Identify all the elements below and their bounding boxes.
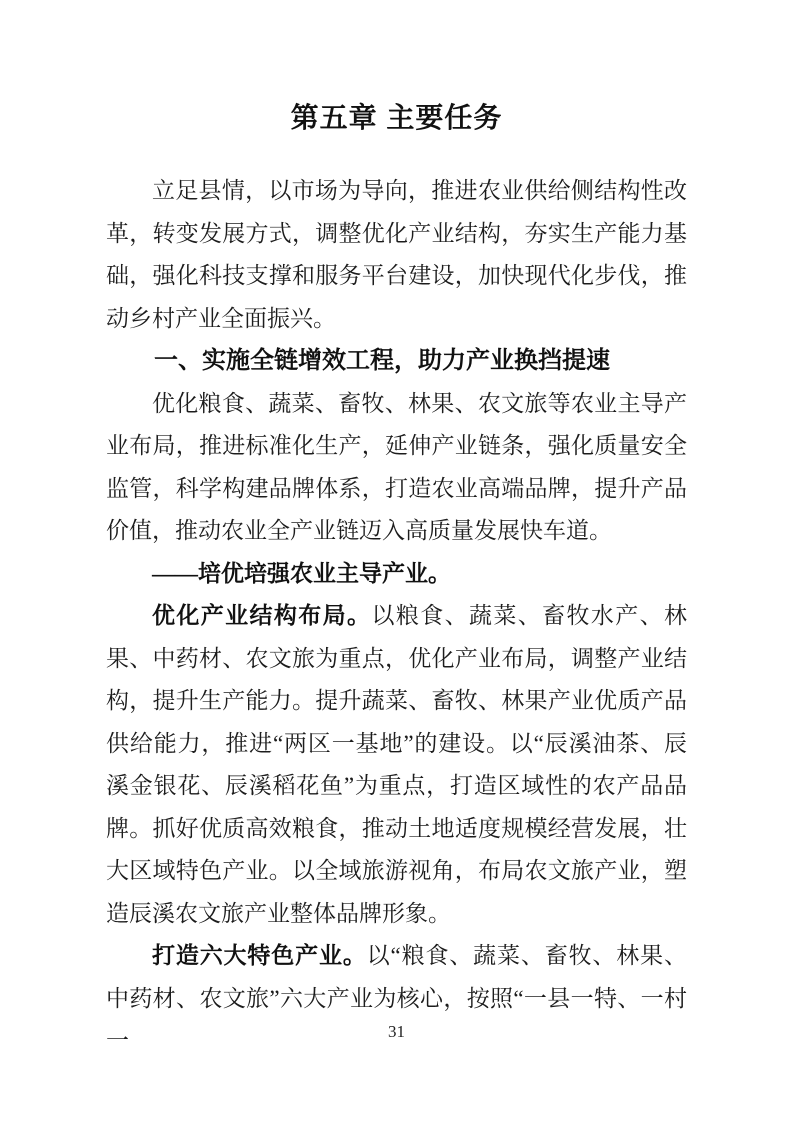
paragraph-industry-structure-lead: 优化产业结构布局。 <box>152 603 372 628</box>
paragraph-intro-text: 立足县情，以市场为导向，推进农业供给侧结构性改革，转变发展方式，调整优化产业结构，夯实生产能力基础，强化科技支撑和服务平台建设，加快现代化步伐，推动乡村产业全面振兴。 <box>106 178 687 331</box>
chapter-title: 第五章 主要任务 <box>290 102 503 133</box>
subsection-heading: ——培优培强农业主导产业。 <box>152 560 451 586</box>
paragraph-intro <box>106 170 687 340</box>
paragraph-section-overview <box>106 383 687 553</box>
page-number: 31 <box>388 1022 405 1041</box>
paragraph-industry-structure-text: 以粮食、蔬菜、畜牧水产、林果、中药材、农文旅为重点，优化产业布局，调整产业结构，提升生产能力。提升蔬菜、畜牧、林果产业优质产品供给能力，推进“两区一基地”的建设。以“辰溪油茶、辰溪金银花、辰溪稻花鱼”为重点，打造区域性的农产品品牌。抓好优质高效粮食，推动土地适度规模经营发展，壮大区域特色产业。以全域旅游视角，布局农文旅产业，塑造辰溪农文旅产业整体品牌形象。 <box>106 603 688 926</box>
paragraph-industry-structure <box>106 595 687 935</box>
paragraph-six-industries-lead: 打造六大特色产业。 <box>152 943 367 968</box>
paragraph-six-industries <box>106 935 687 1063</box>
paragraph-six-industries-text: 以“粮食、蔬菜、畜牧、林果、中药材、农文旅”六大产业为核心，按照“一县一特、一村一 <box>106 943 687 1053</box>
paragraph-section-overview-text: 优化粮食、蔬菜、畜牧、林果、农文旅等农业主导产业布局，推进标准化生产，延伸产业链条，强化质量安全监管，科学构建品牌体系，打造农业高端品牌，提升产品价值，推动农业全产业链迈入高质量发展快车道。 <box>106 390 687 543</box>
section-heading: 一、实施全链增效工程，助力产业换挡提速 <box>154 347 610 374</box>
